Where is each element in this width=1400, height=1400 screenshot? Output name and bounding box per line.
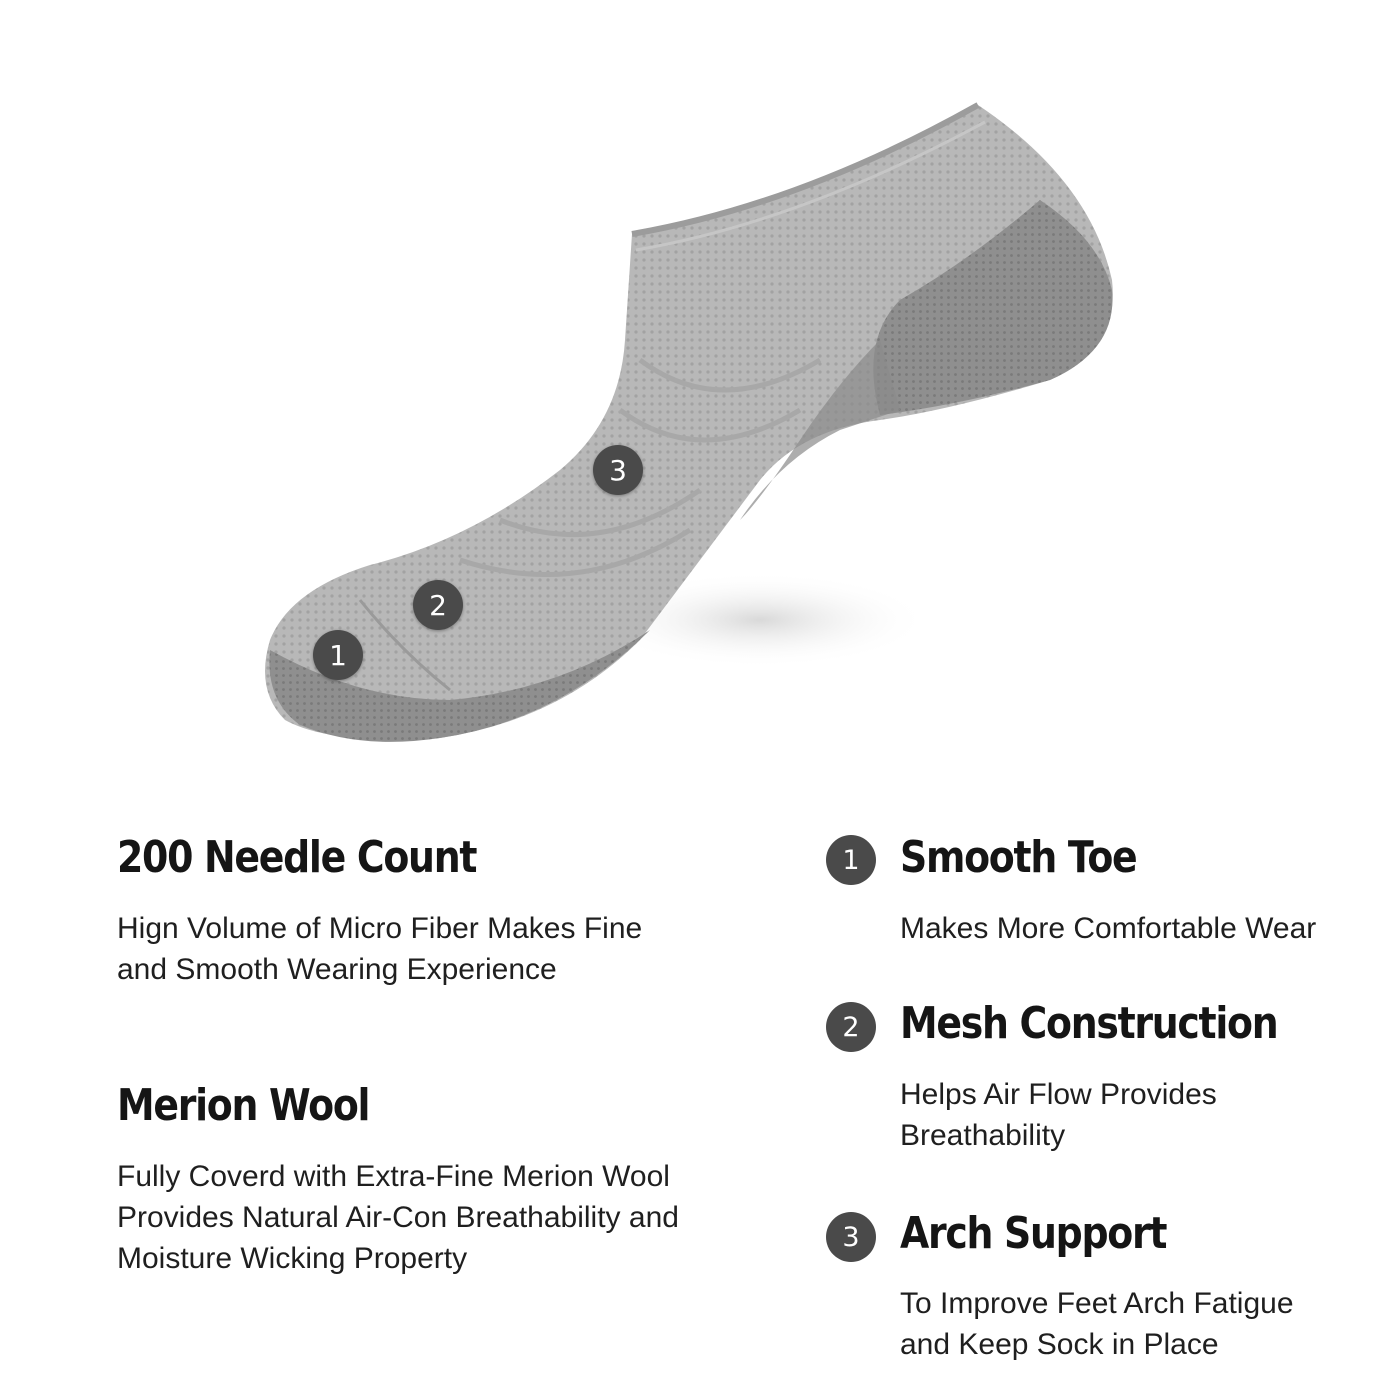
- feature-number-mesh-construction: 2: [826, 1002, 876, 1052]
- feature-number-arch-support: 3: [826, 1212, 876, 1262]
- feature-title-smooth-toe: Smooth Toe: [900, 832, 1137, 883]
- feature-title-merion-wool: Merion Wool: [117, 1080, 370, 1131]
- feature-desc-needle-count: Hign Volume of Micro Fiber Makes Fine and Smooth Wearing Experience: [117, 912, 643, 986]
- feature-number-smooth-toe: 1: [826, 835, 876, 885]
- marker-mesh: 2: [413, 580, 463, 630]
- feature-title-mesh-construction: Mesh Construction: [900, 998, 1278, 1049]
- feature-desc-merion-wool: Fully Coverd with Extra-Fine Merion Wool Provides Natural Air-Con Breathability and Moisture Wicking Property: [117, 1160, 679, 1275]
- feature-desc-arch-support: To Improve Feet Arch Fatigue and Keep Sock in Place: [900, 1287, 1294, 1361]
- feature-desc-mesh-construction: Helps Air Flow Provides Breathability: [900, 1078, 1217, 1152]
- feature-desc-smooth-toe: Makes More Comfortable Wear: [900, 912, 1317, 945]
- feature-title-needle-count: 200 Needle Count: [117, 832, 477, 883]
- marker-toe: 1: [313, 630, 363, 680]
- marker-arch: 3: [593, 445, 643, 495]
- feature-title-arch-support: Arch Support: [900, 1208, 1167, 1259]
